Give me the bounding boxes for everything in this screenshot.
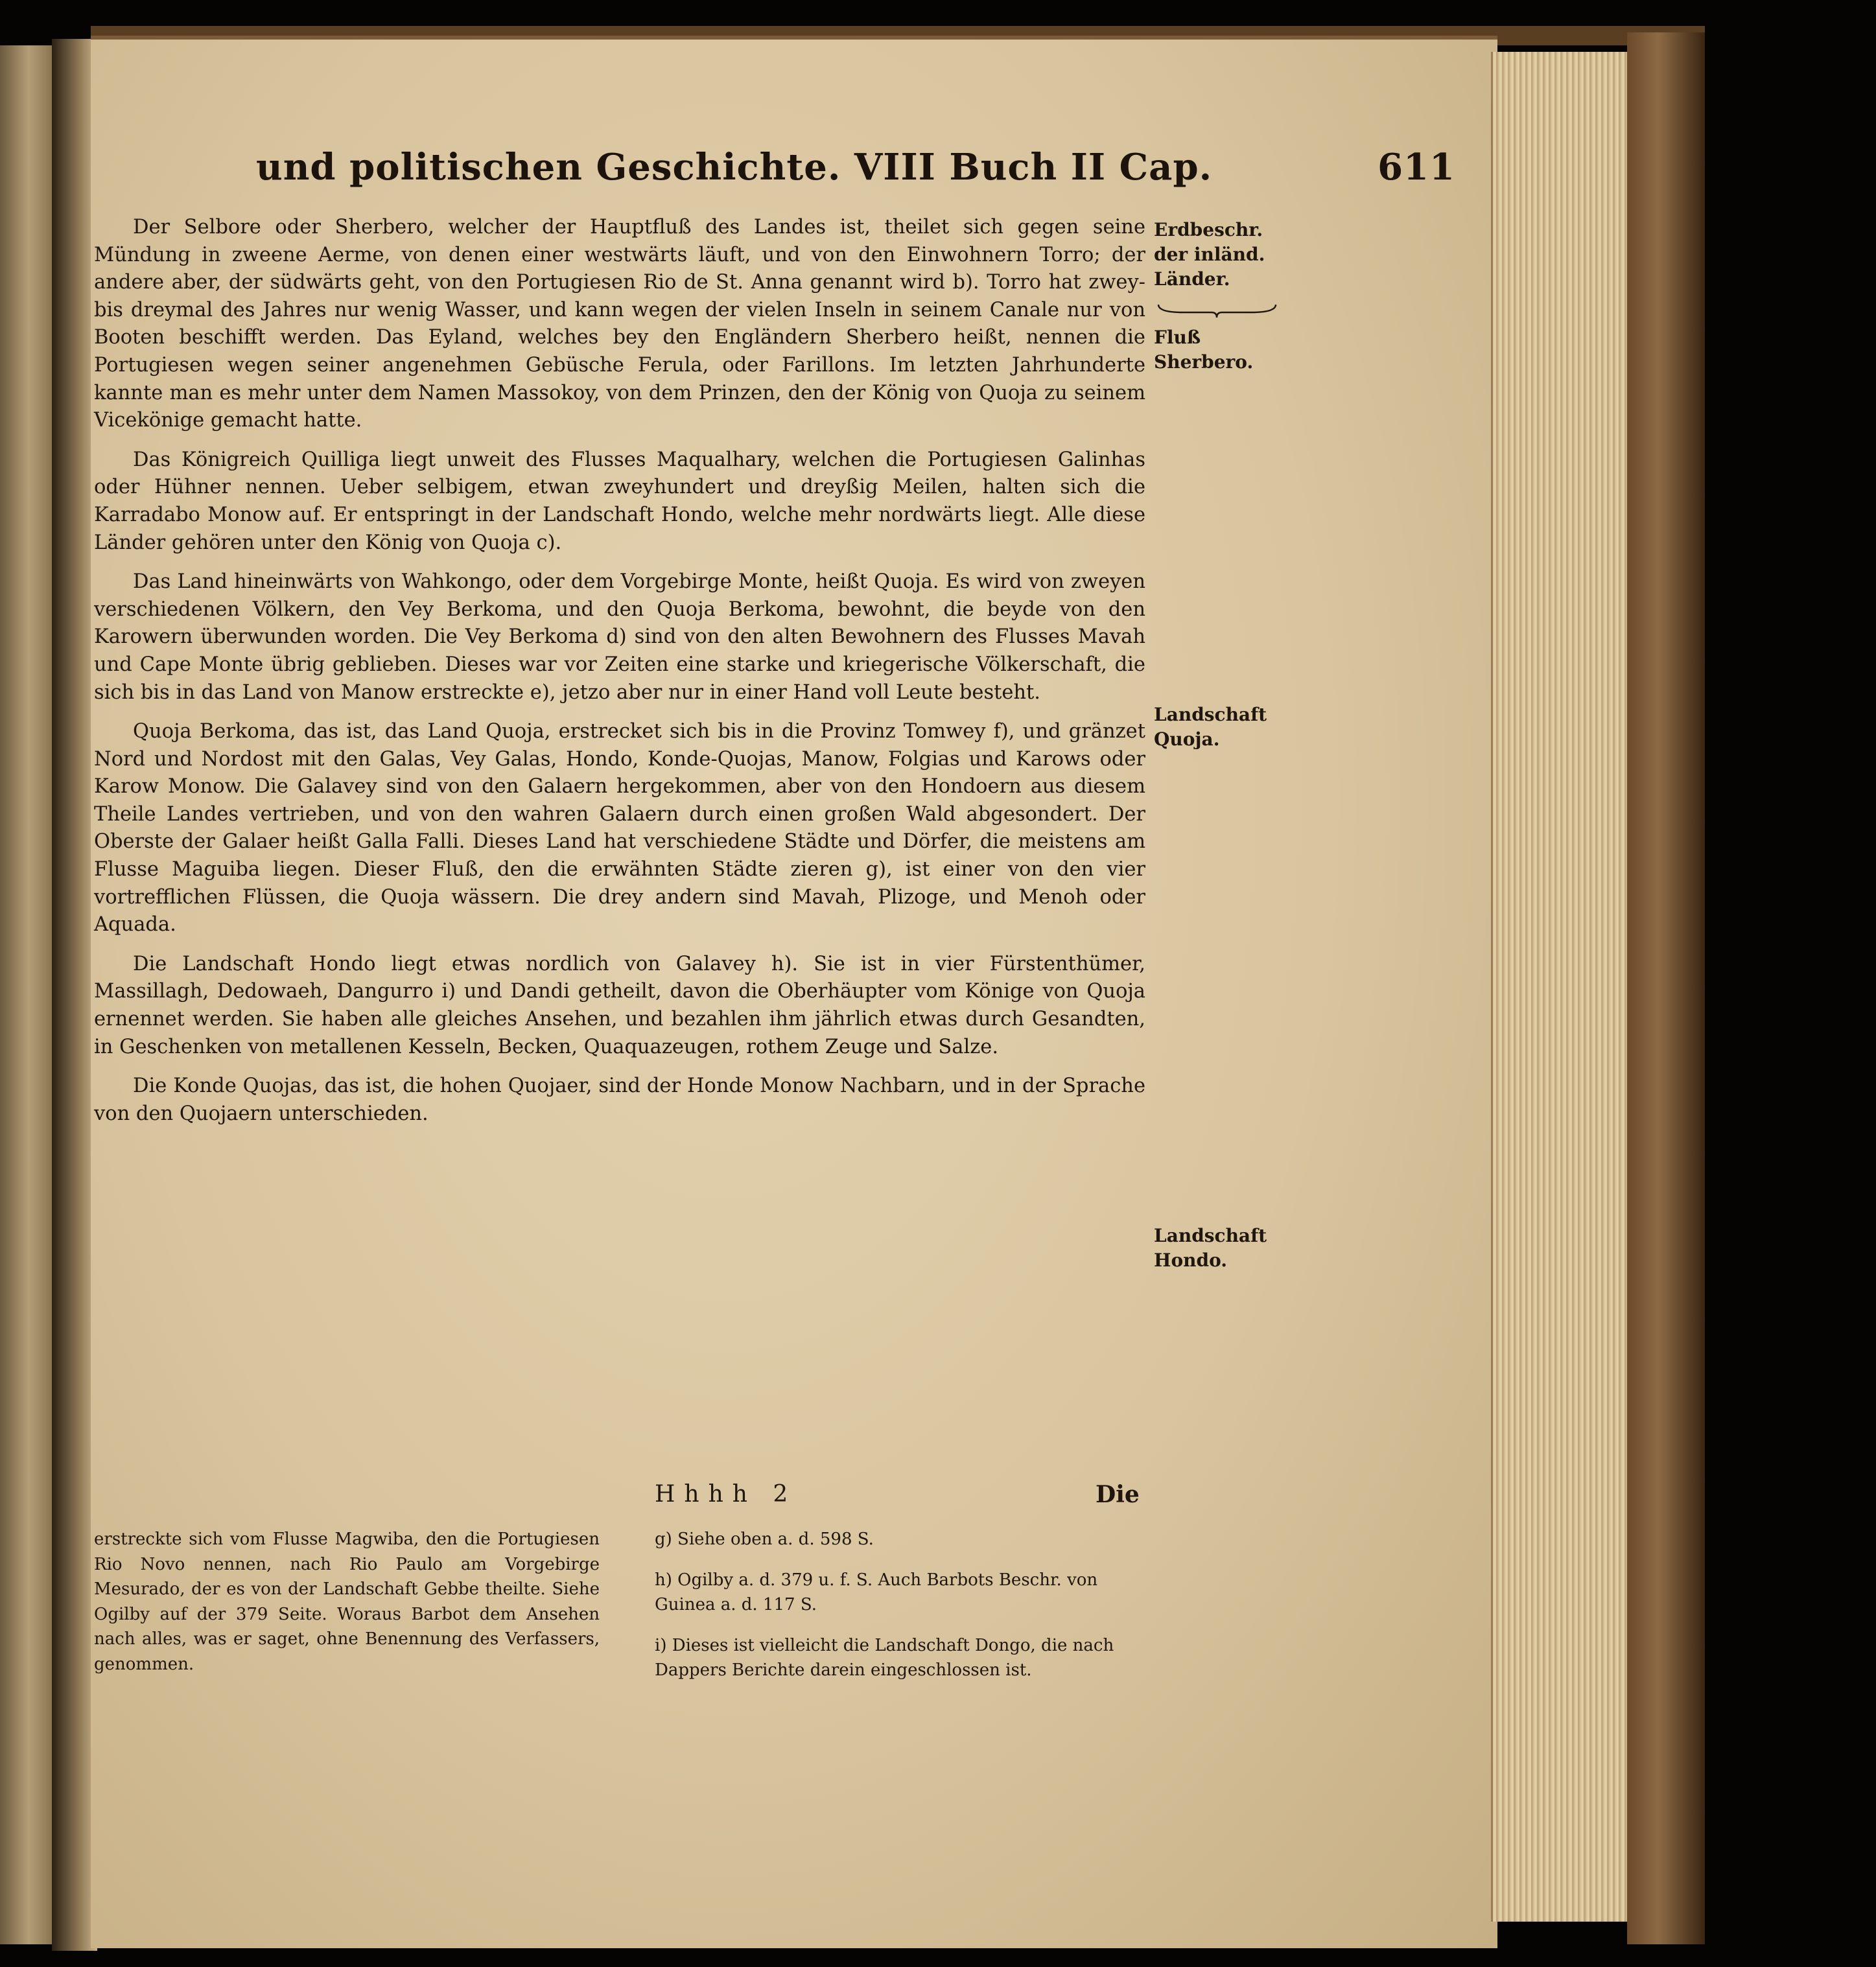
margin-note-landschaft-quoja: Landschaft Quoja. xyxy=(1154,704,1267,750)
paragraph-quoja-berkoma: Quoja Berkoma, das ist, das Land Quoja, erstrecket sich bis in die Provinz Tomwey f), und gränzet Nord und Nordost mit den Galas, Vey Galas, Hondo, Konde-Quojas, Manow, Folgias und Karows oder Karow Monow. Die Galavey sind von den Galaern hergekommen, aber von den Hondoern aus diesem Theile Landes vertrieben, und von den wahren Galaern durch einen großen Wald abgesondert. Der Oberste der Galaer heißt Galla Falli. Dieses Land hat verschiedene Städte und Dörfer, die meistens am Flusse Maguiba liegen. Dieser Fluß, den die erwähnten Städte zieren g), ist einer von den vier vortrefflichen Flüssen, die Quoja wässern. Die drey andern sind Mavah, Plizoge, und Menoh oder Aquada. xyxy=(94,720,1145,937)
paragraph-quilliga: Das Königreich Quilliga liegt unweit des Flusses Maqualhary, welchen die Portugiesen Galinhas oder Hühner nennen. Ueber selbigem, etwan zweyhundert und dreyßig Meilen, halten sich die Karradabo Monow auf. Er entspringt in der Landschaft Hondo, welche mehr nordwärts liegt. Alle diese Länder gehören unter den König von Quoja c). xyxy=(94,448,1145,554)
margin-note-erdbeschreibung: Erdbeschr. der inländ. Länder. xyxy=(1154,219,1265,290)
paragraph-konde-quojas: Die Konde Quojas, das ist, die hohen Quojaer, sind der Honde Monow Nachbarn, und in der Sprache von den Quojaern unterschieden. xyxy=(94,1075,1145,1125)
catchword: Die xyxy=(1096,1481,1140,1508)
footnote-h: h) Ogilby a. d. 379 u. f. S. Auch Barbots Beschr. von Guinea a. d. 117 S. xyxy=(655,1570,1098,1614)
footnote-g: g) Siehe oben a. d. 598 S. xyxy=(655,1530,874,1549)
footnotes-left-column xyxy=(94,1527,600,1677)
footnote-continuation: erstreckte sich vom Flusse Magwiba, den die Portugiesen Rio Novo nennen, nach Rio Paulo am Vorgebirge Mesurado, der es von der Landschaft Gebbe theilte. Siehe Ogilby auf der 379 Seite. Woraus Barbot dem Ansehen nach alles, was er saget, ohne Benennung des Verfassers, genommen. xyxy=(94,1530,600,1674)
margin-brace-icon xyxy=(1157,303,1277,319)
header-title: und politischen Geschichte. VIII Buch II Cap. xyxy=(256,146,1213,189)
page-number: 611 xyxy=(1378,146,1455,189)
paragraph-sherbero: Der Selbore oder Sherbero, welcher der Hauptfluß des Landes ist, theilet sich gegen seine Mündung in zweene Aerme, von denen einer westwärts läuft, und von den Einwohnern Torro; der andere aber, der südwärts geht, von den Portugiesen Rio de St. Anna genannt wird b). Torro hat zwey- bis dreymal des Jahres nur wenig Wasser, und kann wegen der vielen Inseln in seinem Canale nur von Booten beschifft werden. Das Eyland, welches bey den Engländern Sherbero heißt, nennen die Portugiesen wegen seiner angenehmen Gebüsche Ferula, oder Farillons. Im letzten Jahrhunderte kannte man es mehr unter dem Namen Massokoy, von dem Prinzen, den der König von Quoja zu seinem Vicekönige gemacht hatte. xyxy=(94,216,1145,432)
margin-note-fluss-sherbero: Fluß Sherbero. xyxy=(1154,327,1254,373)
paragraph-hondo: Die Landschaft Hondo liegt etwas nordlich von Galavey h). Sie ist in vier Fürstenthümer, Massillagh, Dedowaeh, Dangurro i) und Dandi getheilt, davon die Oberhäupter vom Könige von Quoja ernennet werden. Sie haben alle gleiches Ansehen, und bezahlen ihm jährlich etwas durch Gesandten, in Geschenken von metallenen Kesseln, Becken, Quaquazeugen, rothem Zeuge und Salze. xyxy=(94,952,1145,1058)
left-page-edge xyxy=(0,45,52,1944)
running-header xyxy=(256,146,1455,204)
book-cover-right xyxy=(1627,32,1705,1944)
signature-line xyxy=(655,1481,1459,1513)
paragraph-quoja: Das Land hineinwärts von Wahkongo, oder dem Vorgebirge Monte, heißt Quoja. Es wird von zweyen verschiedenen Völkern, den Vey Berkoma, und den Quoja Berkoma, bewohnt, die beyde von den Karowern überwunden worden. Die Vey Berkoma d) sind von den alten Bewohnern des Flusses Mavah und Cape Monte übrig geblieben. Dieses war vor Zeiten eine starke und kriegerische Völkerschaft, die sich bis in das Land von Manow erstreckte e), jetzo aber nur in einer Hand voll Leute besteht. xyxy=(94,570,1145,704)
footnote-i: i) Dieses ist vielleicht die Landschaft Dongo, die nach Dappers Berichte darein eingeschlossen ist. xyxy=(655,1635,1114,1680)
page-edges xyxy=(1491,52,1629,1922)
signature-mark: Hhhh 2 xyxy=(655,1481,797,1507)
footnotes-right-column xyxy=(655,1527,1147,1699)
margin-note-landschaft-hondo: Landschaft Hondo. xyxy=(1154,1225,1267,1271)
main-text-block xyxy=(94,214,1145,1139)
